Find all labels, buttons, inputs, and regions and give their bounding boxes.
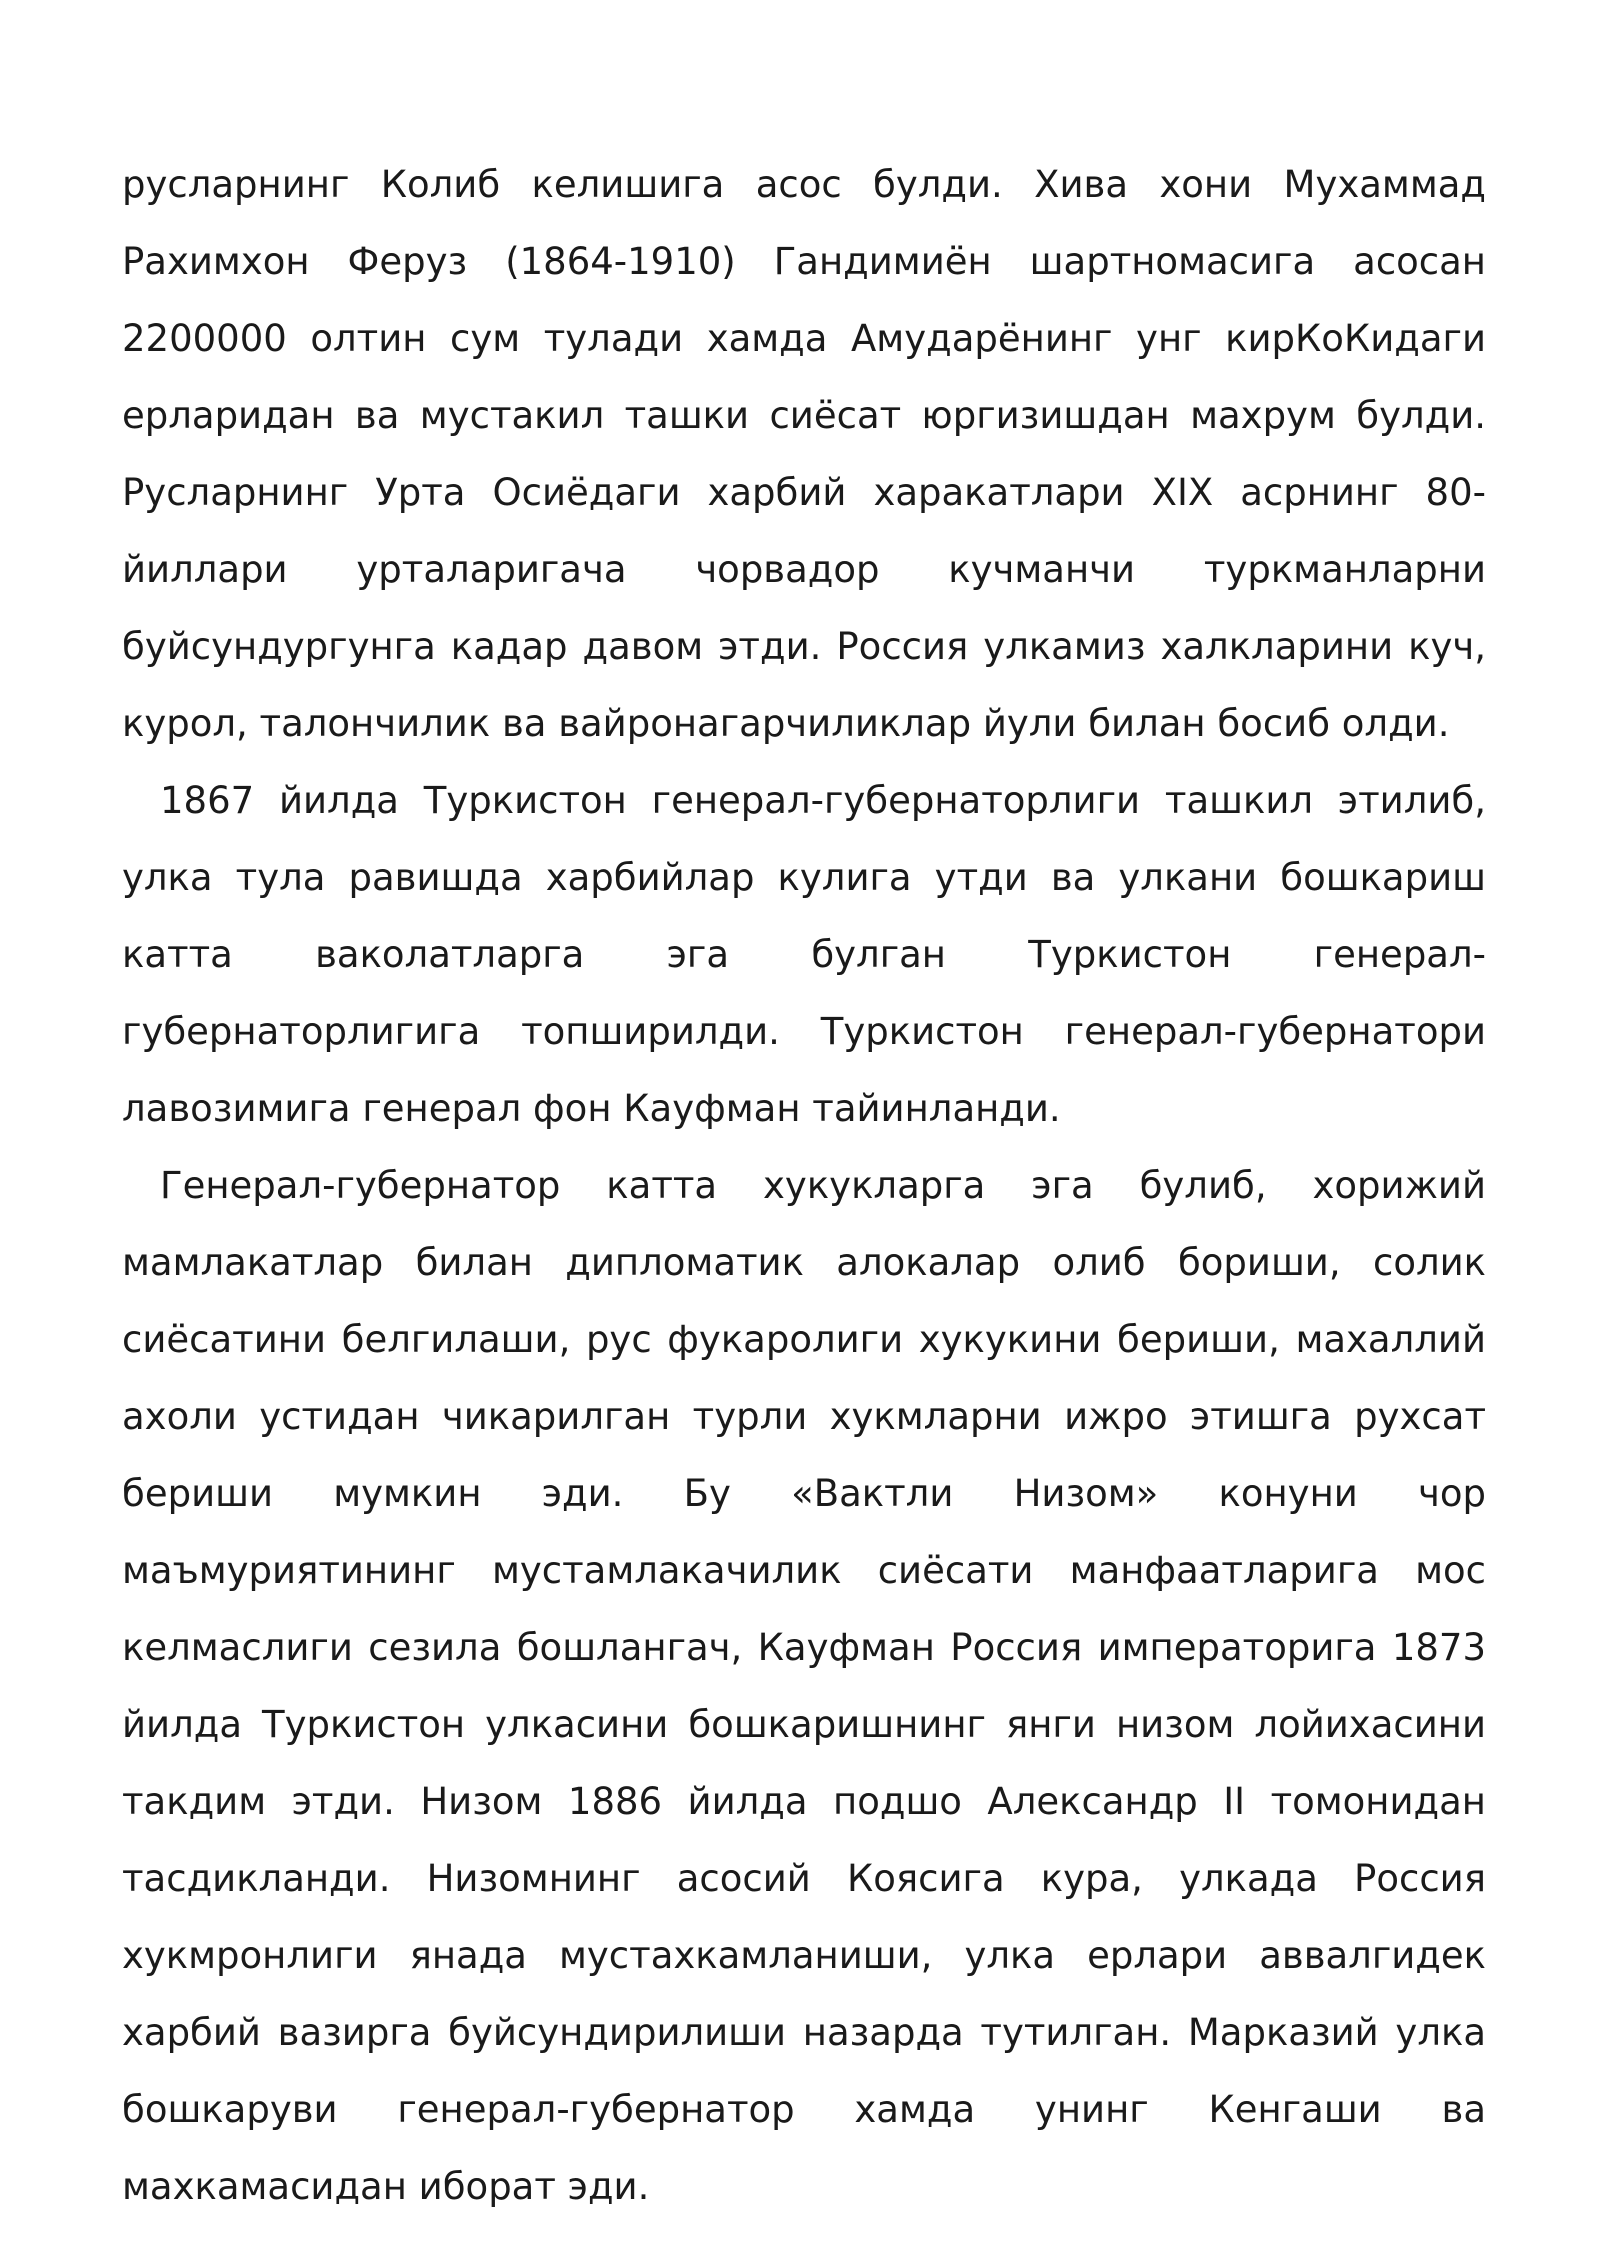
paragraph-3: Генерал-губернатор катта хукукларга эга булиб, хорижий мамлакатлар билан дипломатик алокалар олиб бориши, солик сиёсатини белгилаши, рус фукаролиги хукукини бериши, махаллий ахоли устидан чикарилган турли хукмларни ижро этишга рухсат бериши мумкин эди. Бу «Вактли Низом» конуни чор маъмуриятининг мустамлакачилик сиёсати манфаатларига мос келмаслиги сезила бошлангач, Кауфман Россия императорига 1873 йилда Туркистон улкасини бошкаришнинг янги низом лойихасини такдим этди. Низом 1886 йилда подшо Александр II томонидан тасдикланди. Низомнинг асосий Коясига кура, улкада Россия хукмронлиги янада мустахкамланиши, улка ерлари аввалгидек харбий вазирга буйсундирилиши назарда тутилган. Марказий улка бошкаруви генерал-губернатор хамда унинг Кенгаши ва махкамасидан иборат эди. bbox=[122, 1164, 1486, 2208]
document-page bbox=[122, 146, 1486, 2225]
paragraph-1: русларнинг Колиб келишига асос булди. Хива хони Мухаммад Рахимхон Феруз (1864-1910) Гандимиён шартномасига асосан 2200000 олтин сум тулади хамда Амударёнинг унг кирКоКидаги ерларидан ва мустакил ташки сиёсат юргизишдан махрум булди. Русларнинг Урта Осиёдаги харбий харакатлари XIX асрнинг 80-йиллари урталаригача чорвадор кучманчи туркманларни буйсундургунга кадар давом этди. Россия улкамиз халкларини куч, курол, талончилик ва вайронагарчиликлар йули билан босиб олди. bbox=[122, 163, 1486, 745]
paragraph-2: 1867 йилда Туркистон генерал-губернаторлиги ташкил этилиб, улка тула равишда харбийлар кулига утди ва улкани бошкариш катта ваколатларга эга булган Туркистон генерал-губернаторлигига топширилди. Туркистон генерал-губернатори лавозимига генерал фон Кауфман тайинланди. bbox=[122, 779, 1486, 1130]
